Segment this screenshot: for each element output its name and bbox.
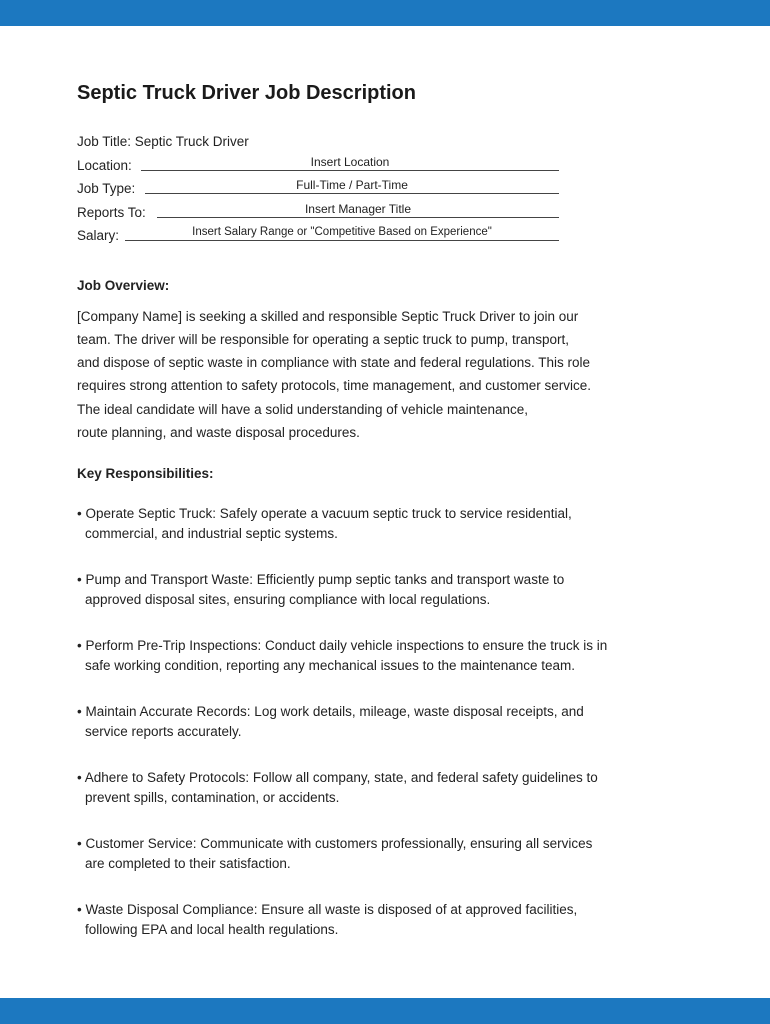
top-accent-bar xyxy=(0,0,770,26)
list-item-line: • Waste Disposal Compliance: Ensure all waste is disposed of at approved facilities, xyxy=(77,902,578,918)
job-overview-heading: Job Overview: xyxy=(77,277,170,293)
list-item-line: following EPA and local health regulations. xyxy=(85,921,339,937)
salary-line xyxy=(77,224,717,248)
reports-to-value: Insert Manager Title xyxy=(304,201,412,216)
list-item-line: • Perform Pre-Trip Inspections: Conduct daily vehicle inspections to ensure the truck is in xyxy=(77,638,608,654)
list-item xyxy=(77,570,717,636)
list-item-line: service reports accurately. xyxy=(85,723,242,739)
reports-to-label: Reports To: xyxy=(77,201,146,225)
salary-value: Insert Salary Range or "Competitive Based on Experience" xyxy=(192,226,492,238)
list-item-line: • Maintain Accurate Records: Log work details, mileage, waste disposal receipts, and xyxy=(77,704,584,720)
list-item-line: commercial, and industrial septic systems. xyxy=(85,525,338,541)
job-overview-section xyxy=(77,276,717,445)
overview-line: route planning, and waste disposal procedures. xyxy=(77,424,360,440)
list-item-line: • Customer Service: Communicate with customers professionally, ensuring all services xyxy=(77,836,593,852)
job-type-value: Full-Time / Part-Time xyxy=(296,178,408,192)
overview-line: [Company Name] is seeking a skilled and responsible Septic Truck Driver to join our xyxy=(77,308,579,324)
list-item-line: • Pump and Transport Waste: Efficiently pump septic tanks and transport waste to xyxy=(77,572,565,588)
job-meta xyxy=(77,130,717,248)
key-responsibilities-section xyxy=(77,464,717,966)
document-title: Septic Truck Driver Job Description xyxy=(77,82,416,104)
list-item-line: are completed to their satisfaction. xyxy=(85,855,291,871)
overview-line: The ideal candidate will have a solid understanding of vehicle maintenance, xyxy=(77,401,529,417)
responsibilities-list xyxy=(77,504,717,966)
job-title-text: Job Title: Septic Truck Driver xyxy=(77,130,249,154)
list-item xyxy=(77,504,717,570)
overview-line: team. The driver will be responsible for operating a septic truck to pump, transport, xyxy=(77,331,569,347)
list-item-line: prevent spills, contamination, or accidents. xyxy=(85,789,340,805)
salary-label: Salary: xyxy=(77,224,119,248)
list-item-line: • Operate Septic Truck: Safely operate a vacuum septic truck to service residential, xyxy=(77,506,572,522)
list-item xyxy=(77,702,717,768)
document-body xyxy=(77,78,717,966)
overview-line: and dispose of septic waste in compliance with state and federal regulations. This role xyxy=(77,355,591,371)
list-item-line: • Adhere to Safety Protocols: Follow all company, state, and federal safety guidelines to xyxy=(77,770,598,786)
location-value: Insert Location xyxy=(310,154,390,169)
job-overview-paragraph xyxy=(77,305,687,445)
list-item xyxy=(77,636,717,702)
list-item-line: safe working condition, reporting any mechanical issues to the maintenance team. xyxy=(85,657,576,673)
list-item xyxy=(77,900,717,966)
list-item xyxy=(77,834,717,900)
bottom-accent-bar xyxy=(0,998,770,1024)
overview-line: requires strong attention to safety protocols, time management, and customer service. xyxy=(77,378,592,394)
list-item-line: approved disposal sites, ensuring compliance with local regulations. xyxy=(85,591,491,607)
job-type-label: Job Type: xyxy=(77,177,135,201)
location-label: Location: xyxy=(77,154,132,178)
list-item xyxy=(77,768,717,834)
key-responsibilities-heading: Key Responsibilities: xyxy=(77,466,214,482)
